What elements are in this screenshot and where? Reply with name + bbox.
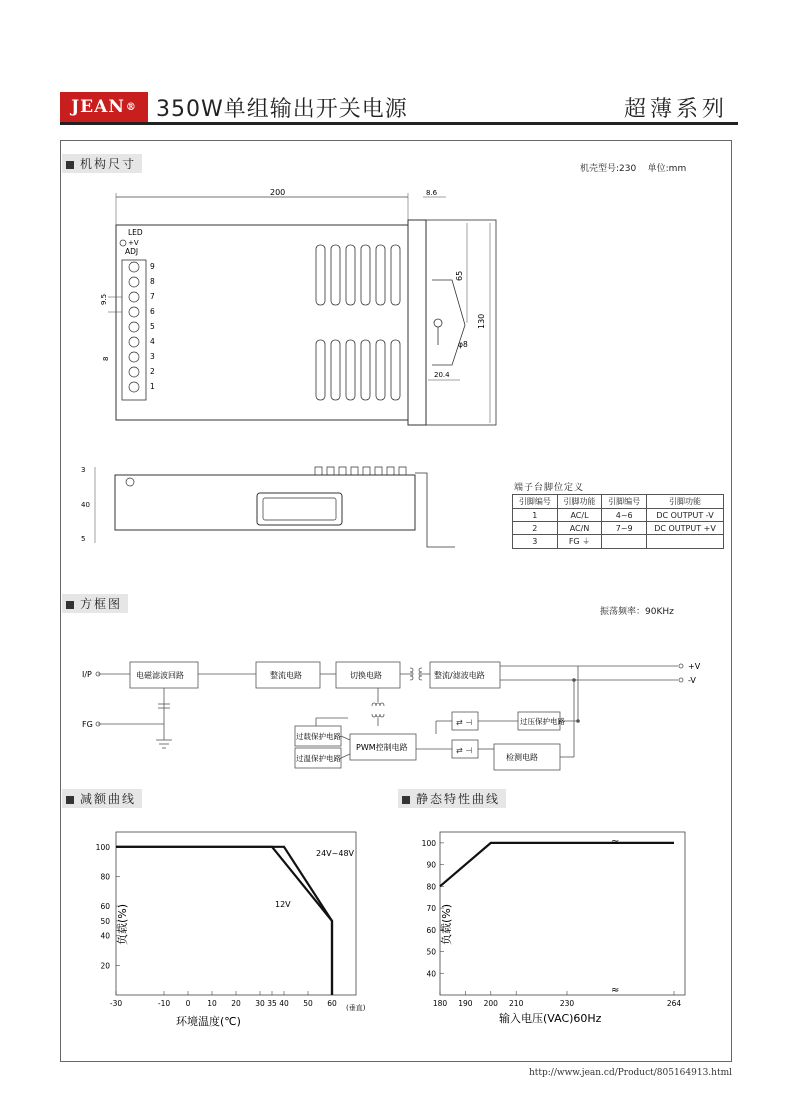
- x-tick-label: 200: [483, 999, 498, 1008]
- series-line: [440, 843, 674, 886]
- table-row: [513, 509, 724, 522]
- table-header: 引脚编号: [602, 495, 647, 509]
- x-tick-label: -30: [109, 999, 123, 1008]
- y-tick-label: 60: [100, 902, 110, 912]
- block-otp: 过温保护电路: [296, 754, 341, 763]
- table-cell: 4~6: [602, 509, 647, 522]
- logo-text: JEAN: [71, 97, 125, 117]
- section-static-title: 静态特性曲线: [416, 792, 501, 806]
- x-tick-label: 40: [279, 999, 289, 1008]
- static-chart: [404, 825, 704, 1030]
- y-tick-label: 40: [100, 931, 110, 941]
- x-axis-label: 输入电压(VAC)60Hz: [499, 1012, 602, 1025]
- table-header: 引脚编号: [513, 495, 558, 509]
- block-rectifier: 整流电路: [270, 671, 302, 680]
- x-tick-label: 190: [458, 999, 473, 1008]
- y-tick-label: 60: [426, 925, 436, 935]
- table-cell: DC OUTPUT +V: [647, 522, 724, 535]
- y-tick-label: 100: [421, 838, 436, 848]
- pin-label: 2: [150, 367, 155, 376]
- top-view-drawing: [80, 185, 510, 435]
- table-cell: 7~9: [602, 522, 647, 535]
- x-tick-label: 30: [255, 999, 265, 1008]
- header-rule: [60, 122, 738, 125]
- series-label-12v: 12V: [275, 900, 291, 909]
- chart-plot-area: [440, 832, 685, 995]
- table-cell: AC/L: [557, 509, 602, 522]
- oscillation-freq: 振荡频率：90KHz: [600, 607, 674, 617]
- dim-pitch-a: 9.5: [100, 293, 108, 305]
- pin-label: 5: [150, 322, 155, 331]
- axis-break-icon: ≈: [611, 985, 620, 996]
- x-tick-label: 0: [185, 999, 191, 1008]
- pin-label: 9: [150, 262, 155, 271]
- dim-hole-height: 65: [455, 270, 464, 281]
- label-out-pos: +V: [688, 662, 701, 671]
- x-unit-note: (垂直): [346, 1004, 366, 1012]
- brand-logo: [60, 92, 148, 122]
- table-cell: FG ⏚: [557, 535, 602, 549]
- table-cell: 2: [513, 522, 558, 535]
- dim-side-mid: 40: [81, 501, 90, 509]
- y-axis-label: 负载(%): [116, 903, 129, 945]
- case-info: 机壳型号:230 单位:mm: [580, 164, 687, 174]
- table-cell: [602, 535, 647, 549]
- block-ovp: 过压保护电路: [520, 717, 565, 726]
- pin-label: 3: [150, 352, 155, 361]
- series-label-24v: 24V~48V: [316, 849, 355, 858]
- y-tick-label: 70: [426, 904, 436, 914]
- section-mechanical: [62, 154, 142, 173]
- optocoupler-icon: ⇄ ⊣: [456, 718, 473, 727]
- label-fg: FG: [82, 720, 93, 729]
- series-line: [116, 847, 332, 995]
- terminal-table-title: 端子台脚位定义: [514, 483, 585, 493]
- pin-label: 8: [150, 277, 155, 286]
- block-diagram: [78, 640, 718, 780]
- table-row: [513, 535, 724, 549]
- derating-chart: [76, 825, 376, 1030]
- section-block: [62, 594, 128, 613]
- table-header-row: [513, 495, 724, 509]
- dim-height: 130: [477, 313, 486, 329]
- block-ocp: 过载保护电路: [296, 732, 341, 741]
- x-tick-label: 20: [231, 999, 241, 1008]
- table-cell: 3: [513, 535, 558, 549]
- label-out-neg: -V: [688, 676, 696, 685]
- x-tick-label: 230: [559, 999, 575, 1008]
- label-v-plus: +V: [128, 239, 139, 247]
- y-tick-label: 90: [426, 860, 436, 870]
- y-tick-label: 40: [426, 969, 436, 979]
- dim-hole-offset: 20.4: [434, 371, 450, 379]
- section-square-icon: [402, 796, 410, 804]
- x-tick-label: 35: [267, 999, 277, 1008]
- block-emi: 电磁滤波回路: [136, 671, 184, 680]
- dim-width: 200: [270, 188, 286, 197]
- table-cell: AC/N: [557, 522, 602, 535]
- label-led: LED: [128, 228, 143, 237]
- label-ip: I/P: [82, 670, 92, 679]
- table-header: 引脚功能: [647, 495, 724, 509]
- x-tick-label: -10: [157, 999, 171, 1008]
- pin-label: 4: [150, 337, 155, 346]
- page-title: 350W单组输出开关电源: [156, 97, 408, 122]
- table-cell: 1: [513, 509, 558, 522]
- table-row: [513, 522, 724, 535]
- y-tick-label: 20: [100, 961, 110, 971]
- table-cell: DC OUTPUT -V: [647, 509, 724, 522]
- section-derating-title: 减额曲线: [80, 792, 137, 806]
- dim-side-offset: 8.6: [426, 189, 438, 197]
- dim-pitch-b: 8: [102, 356, 110, 361]
- table-cell: [647, 535, 724, 549]
- logo-reg-mark: ®: [125, 101, 137, 113]
- side-view-drawing: [75, 455, 455, 555]
- block-rect-filter: 整流/滤波电路: [434, 671, 485, 680]
- label-adj: ADJ: [125, 247, 139, 256]
- axis-break-icon: ≈: [611, 837, 620, 848]
- y-tick-label: 100: [95, 842, 110, 852]
- series-title: 超薄系列: [623, 97, 728, 122]
- pin-label: 1: [150, 382, 155, 391]
- section-square-icon: [66, 601, 74, 609]
- x-tick-label: 264: [666, 999, 682, 1008]
- x-tick-label: 60: [327, 999, 337, 1008]
- block-switch: 切换电路: [350, 671, 382, 680]
- pin-label: 7: [150, 292, 155, 301]
- footer-url[interactable]: http://www.jean.cd/Product/805164913.html: [528, 1068, 732, 1078]
- y-tick-label: 50: [426, 947, 436, 957]
- dim-hole-dia: φ8: [458, 340, 468, 349]
- section-static: [398, 789, 506, 808]
- x-tick-label: 210: [509, 999, 524, 1008]
- section-block-title: 方框图: [80, 597, 123, 611]
- x-tick-label: 50: [303, 999, 313, 1008]
- dim-side-top: 3: [81, 466, 86, 474]
- terminal-table: [512, 494, 724, 549]
- y-tick-label: 80: [426, 882, 436, 892]
- section-derating: [62, 789, 142, 808]
- y-axis-label: 负载(%): [440, 903, 453, 945]
- section-square-icon: [66, 161, 74, 169]
- dim-side-bot: 5: [81, 535, 86, 543]
- x-tick-label: 180: [432, 999, 448, 1008]
- y-tick-label: 50: [100, 916, 110, 926]
- x-tick-label: 10: [207, 999, 217, 1008]
- table-header: 引脚功能: [557, 495, 602, 509]
- section-mechanical-title: 机构尺寸: [80, 157, 137, 171]
- block-detect: 检测电路: [506, 753, 538, 762]
- optocoupler-icon: ⇄ ⊣: [456, 746, 473, 755]
- pin-label: 6: [150, 307, 155, 316]
- y-tick-label: 80: [100, 872, 110, 882]
- block-pwm: PWM控制电路: [356, 743, 408, 752]
- x-axis-label: 环境温度(℃): [176, 1015, 241, 1028]
- section-square-icon: [66, 796, 74, 804]
